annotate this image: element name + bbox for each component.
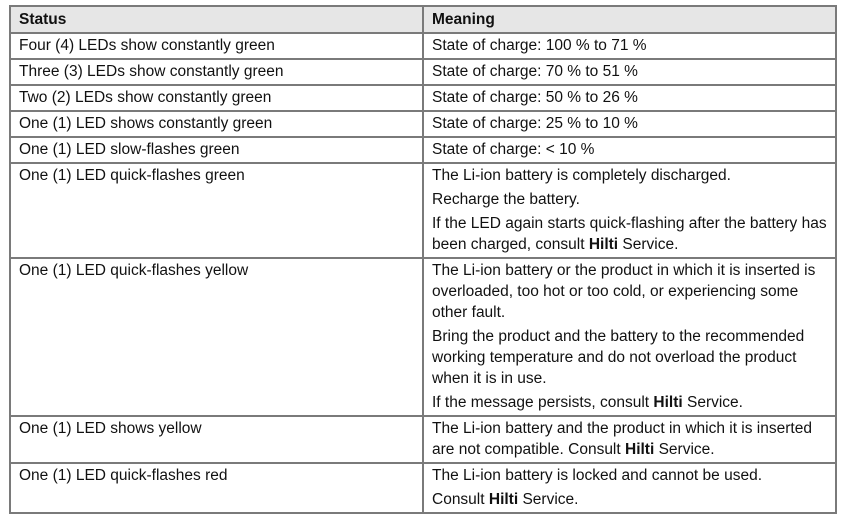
meaning-text: Bring the product and the battery to the recommended working temperature and do not overload the product when it is in use. (432, 328, 805, 387)
meaning-text: Service. (518, 491, 579, 508)
led-status-table (9, 5, 837, 514)
meaning-paragraph (432, 35, 827, 56)
meaning-text: The Li-ion battery or the product in which it is inserted is overloaded, too hot or too cold, or experiencing some other fault. (432, 262, 816, 321)
status-cell: One (1) LED shows constantly green (10, 111, 423, 137)
table-row (10, 137, 836, 163)
meaning-text: State of charge: 70 % to 51 % (432, 63, 638, 80)
meaning-text: Recharge the battery. (432, 191, 580, 208)
meaning-text: If the LED again starts quick-flashing after the battery has been charged, consult (432, 215, 827, 253)
table-row (10, 258, 836, 416)
meaning-cell (423, 137, 836, 163)
table-row (10, 111, 836, 137)
status-cell: Three (3) LEDs show constantly green (10, 59, 423, 85)
meaning-cell (423, 85, 836, 111)
meaning-cell (423, 33, 836, 59)
brand-name: Hilti (653, 394, 683, 411)
column-header-meaning: Meaning (423, 6, 836, 33)
status-cell: One (1) LED quick-flashes green (10, 163, 423, 258)
status-cell: One (1) LED shows yellow (10, 416, 423, 463)
meaning-text: State of charge: 25 % to 10 % (432, 115, 638, 132)
table-row (10, 463, 836, 513)
table-row (10, 416, 836, 463)
meaning-text: Service. (618, 236, 679, 253)
brand-name: Hilti (488, 491, 519, 508)
table-row (10, 33, 836, 59)
column-header-status: Status (10, 6, 423, 33)
meaning-text: The Li-ion battery and the product in which it is inserted are not compatible. Consult (432, 420, 812, 458)
meaning-paragraph (432, 489, 827, 510)
meaning-paragraph (432, 87, 827, 108)
meaning-cell (423, 59, 836, 85)
meaning-paragraph (432, 465, 827, 486)
meaning-paragraph (432, 61, 827, 82)
meaning-cell (423, 416, 836, 463)
status-cell: Four (4) LEDs show constantly green (10, 33, 423, 59)
meaning-text: If the message persists, consult (432, 394, 654, 411)
meaning-paragraph (432, 139, 827, 160)
meaning-cell (423, 111, 836, 137)
meaning-text: The Li-ion battery is locked and cannot be used. (432, 467, 763, 484)
table-body (10, 33, 836, 513)
brand-name: Hilti (588, 236, 619, 253)
status-cell: One (1) LED quick-flashes red (10, 463, 423, 513)
meaning-paragraph (432, 165, 827, 186)
meaning-text: State of charge: < 10 % (432, 141, 595, 158)
meaning-cell (423, 463, 836, 513)
meaning-paragraph (432, 213, 827, 255)
meaning-text: State of charge: 100 % to 71 % (432, 37, 647, 54)
meaning-text: Consult (432, 491, 489, 508)
meaning-paragraph (432, 189, 827, 210)
meaning-paragraph (432, 326, 827, 389)
meaning-text: Service. (682, 394, 743, 411)
meaning-text: State of charge: 50 % to 26 % (432, 89, 638, 106)
meaning-paragraph (432, 418, 827, 460)
meaning-text: Service. (654, 441, 715, 458)
status-cell: Two (2) LEDs show constantly green (10, 85, 423, 111)
table-row (10, 163, 836, 258)
table-header-row (10, 6, 836, 33)
meaning-paragraph (432, 392, 827, 413)
meaning-cell (423, 258, 836, 416)
table-row (10, 85, 836, 111)
meaning-text: The Li-ion battery is completely discharged. (432, 167, 731, 184)
brand-name: Hilti (625, 441, 655, 458)
status-cell: One (1) LED quick-flashes yellow (10, 258, 423, 416)
status-cell: One (1) LED slow-flashes green (10, 137, 423, 163)
meaning-paragraph (432, 113, 827, 134)
meaning-cell (423, 163, 836, 258)
meaning-paragraph (432, 260, 827, 323)
table-row (10, 59, 836, 85)
